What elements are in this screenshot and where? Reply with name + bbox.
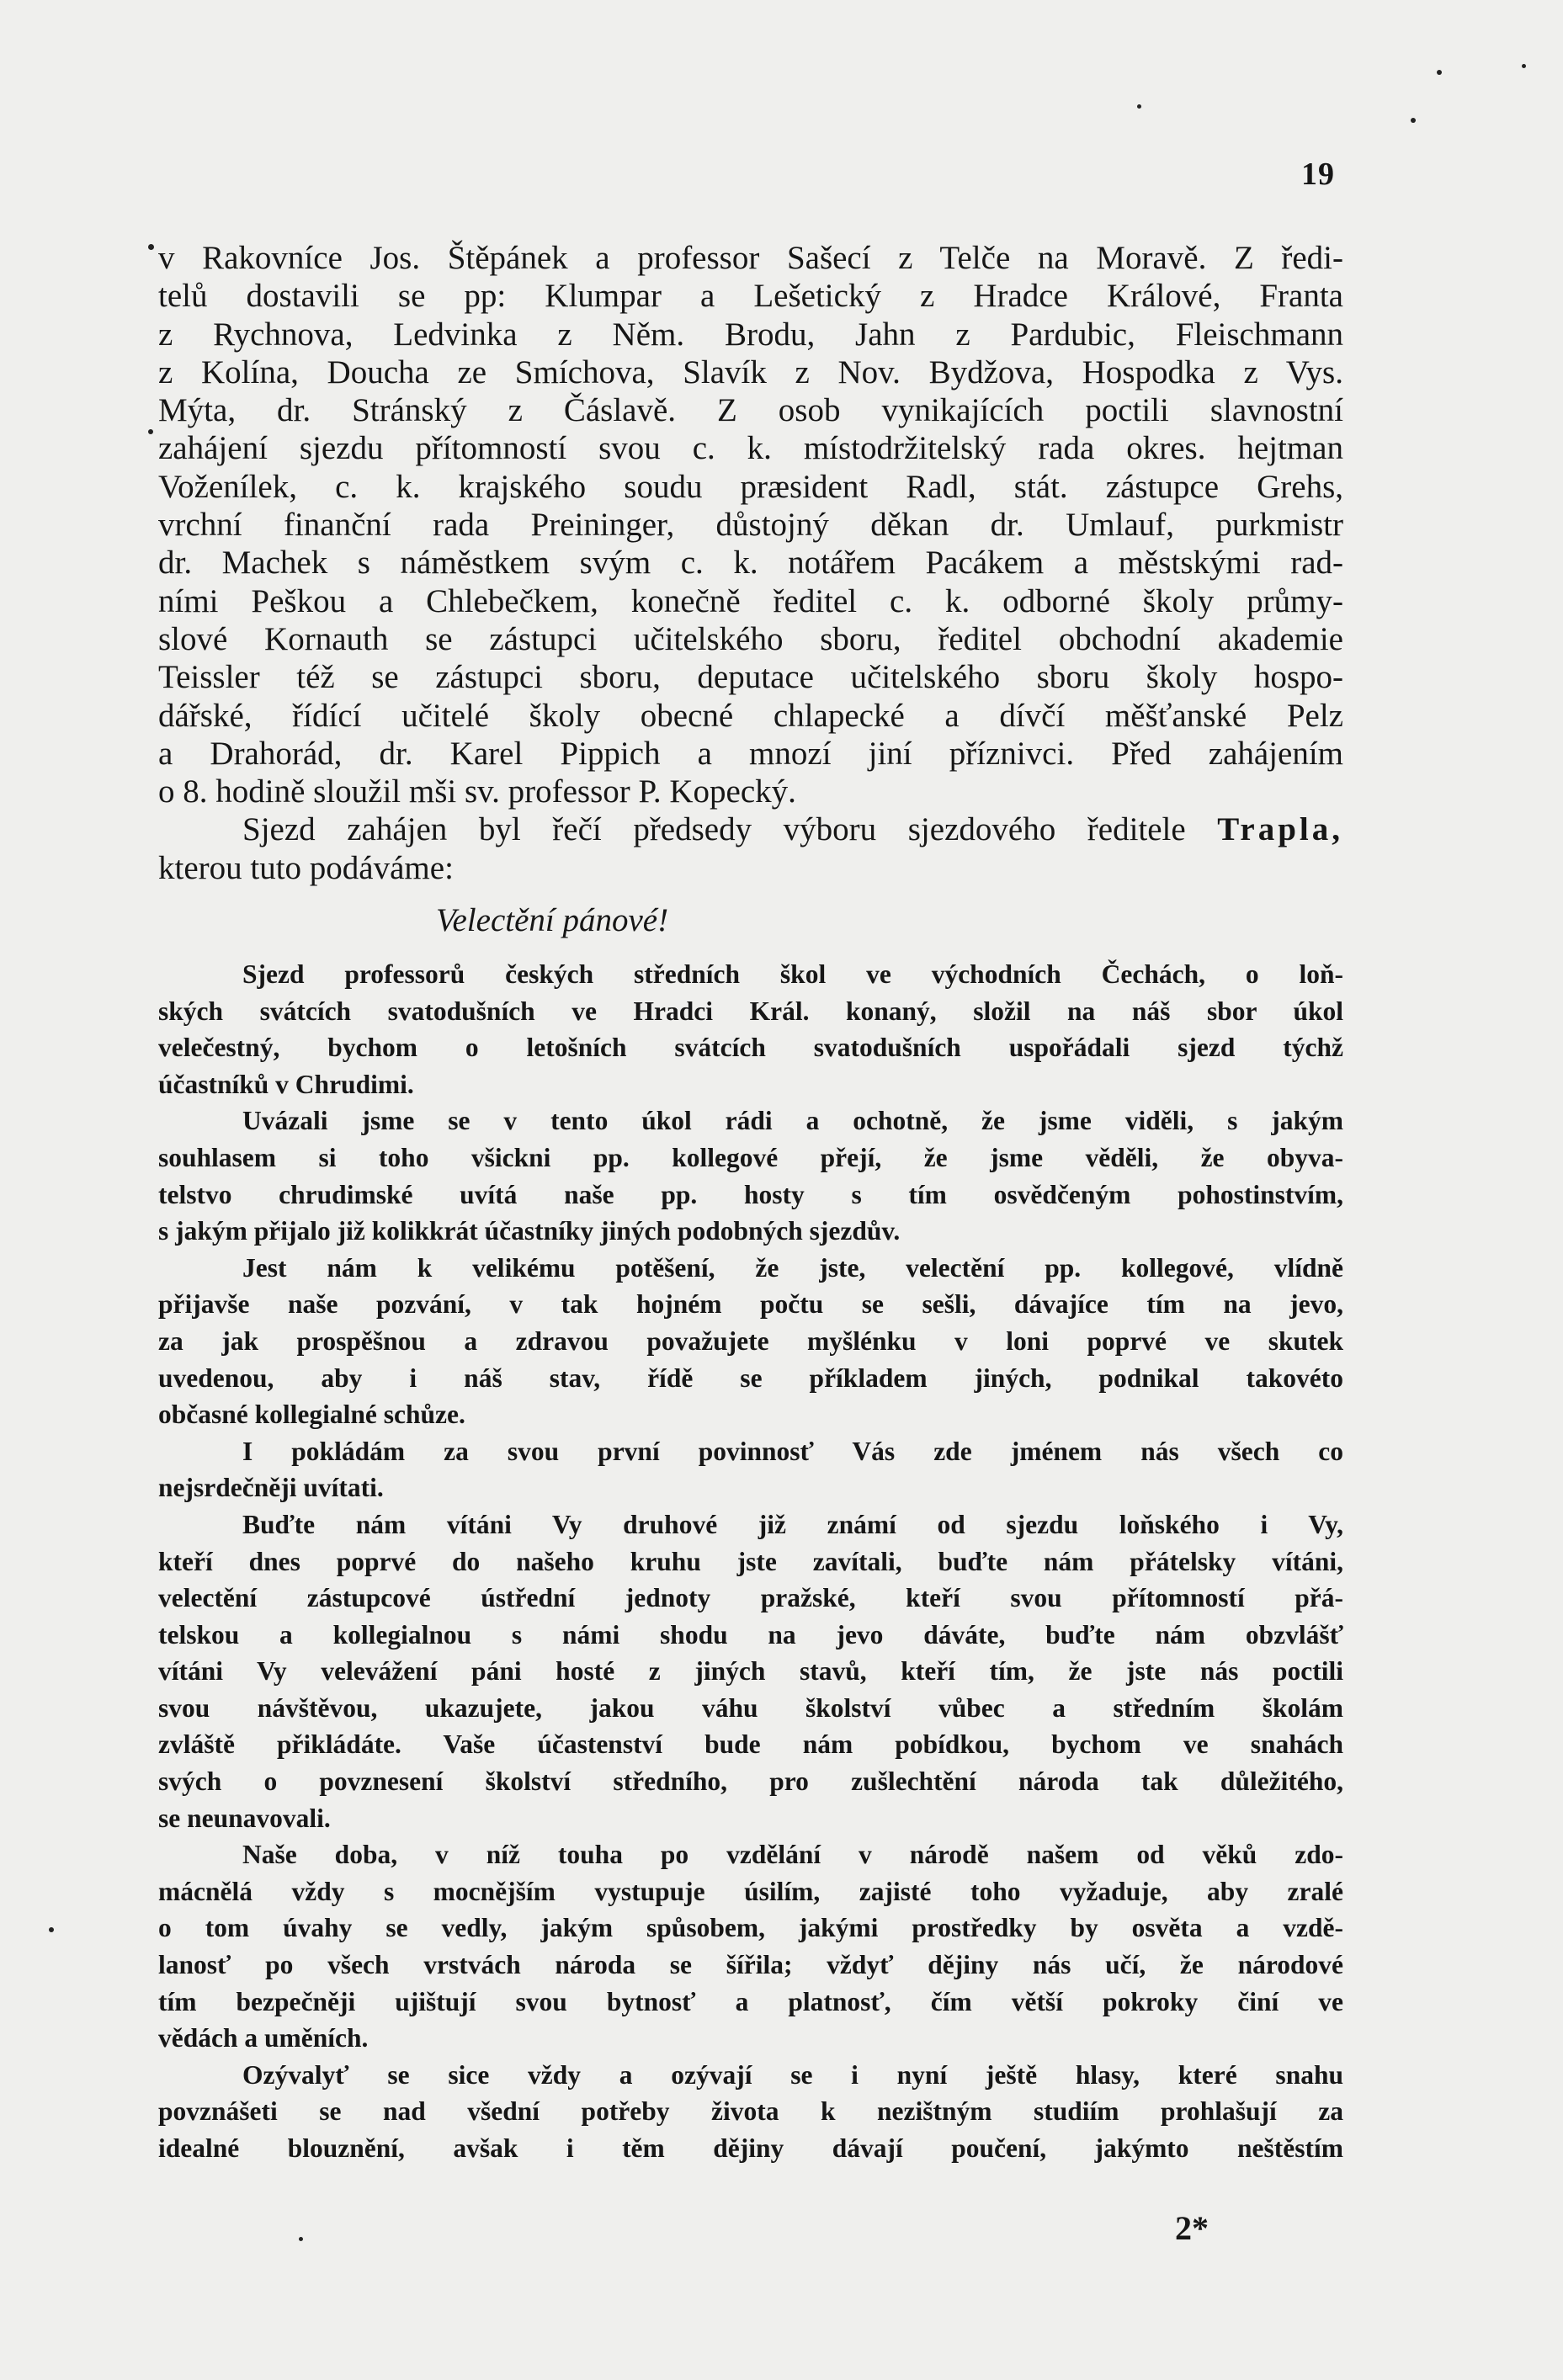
speech-title: Velectění pánové! — [436, 902, 669, 938]
text-line: ských svátcích svatodušních ve Hradci Král. konaný, složil na náš sbor úkol — [158, 996, 1343, 1026]
speech-body — [158, 956, 1343, 2167]
text-line: kterou tuto podáváme: — [158, 849, 454, 886]
text-line: I pokládám za svou první povinnosť Vás zde jménem nás všech co — [242, 1436, 1343, 1466]
text-line: svou návštěvou, ukazujete, jakou váhu školství vůbec a středním školám — [158, 1692, 1343, 1723]
text-line: a Drahorád, dr. Karel Pippich a mnozí jiní příznivci. Před zahájením — [158, 735, 1343, 772]
text-line: souhlasem si toho všickni pp. kollegové přejí, že jsme věděli, že obyva- — [158, 1142, 1343, 1172]
scan-speck — [1437, 70, 1442, 75]
text-line: dr. Machek s náměstkem svým c. k. notářem Pacákem a městskými rad- — [158, 545, 1343, 582]
highlighted-name: Trapla, — [1217, 811, 1344, 848]
text-line: povznášeti se nad všední potřeby života k nezištným studiím prohlašují za — [158, 2096, 1343, 2127]
text-line: v Rakovníce Jos. Štěpánek a professor Sašecí z Telče na Moravě. Z ředi- — [158, 240, 1343, 276]
text-line: za jak prospěšnou a zdravou považujete myšlénku v loni poprvé ve skutek — [158, 1325, 1343, 1356]
scan-speck — [299, 2237, 303, 2241]
text-line — [158, 810, 1343, 848]
scan-speck — [148, 429, 153, 434]
text-line: uvedenou, aby i náš stav, řídě se příkladem jiných, podnikal takovéto — [158, 1363, 1343, 1393]
text-line: lanosť po všech vrstvách národa se šířila; vždyť dějiny nás učí, že národové — [158, 1950, 1343, 1980]
scan-speck — [49, 1927, 54, 1932]
text-line: občasné kollegialné schůze. — [158, 1400, 465, 1430]
text-line: Teissler též se zástupci sboru, deputace učitelského sboru školy hospo- — [158, 659, 1343, 696]
text-line: o tom úvahy se vedly, jakým spůsobem, jakými prostředky by osvěta a vzdě- — [158, 1913, 1343, 1943]
text-line: zahájení sjezdu přítomností svou c. k. místodržitelský rada okres. hejtman — [158, 430, 1343, 467]
scan-speck — [1411, 118, 1416, 123]
text-line: zvláště přikládáte. Vaše účastenství bude nám pobídkou, bychom ve snahách — [158, 1729, 1343, 1760]
text-line: telskou a kollegialnou s námi shodu na jevo dáváte, buďte nám obzvlášť — [158, 1619, 1343, 1650]
text-line: Naše doba, v níž touha po vzdělání v národě našem od věků zdo- — [242, 1840, 1343, 1870]
scan-speck — [148, 244, 154, 250]
text-line: telstvo chrudimské uvítá naše pp. hosty s tím osvědčeným pohostinstvím, — [158, 1179, 1343, 1209]
text-line: idealné blouznění, avšak i těm dějiny dávají poučení, jakýmto neštěstím — [158, 2133, 1343, 2163]
text-line: vrchní finanční rada Preininger, důstojný děkan dr. Umlauf, purkmistr — [158, 507, 1343, 544]
text-line: přijavše naše pozvání, v tak hojném počtu se sešli, dávajíce tím na jevo, — [158, 1289, 1343, 1320]
text-line: vítáni Vy velevážení páni hosté z jiných stavů, kteří tím, že jste nás poctili — [158, 1656, 1343, 1687]
text-line: dářské, řídící učitelé školy obecné chlapecké a dívčí měšťanské Pelz — [158, 697, 1343, 734]
text-line: Jest nám k velikému potěšení, že jste, velectění pp. kollegové, vlídně — [242, 1252, 1343, 1283]
text-line: se neunavovali. — [158, 1803, 331, 1833]
text-line: telů dostavili se pp: Klumpar a Lešetický z Hradce Králové, Franta — [158, 278, 1343, 315]
text-line: mácnělá vždy s mocnějším vystupuje úsilím, zajisté toho vyžaduje, aby zralé — [158, 1876, 1343, 1906]
scan-speck — [1137, 104, 1141, 109]
scan-speck — [1522, 64, 1526, 68]
text-line: Buďte nám vítáni Vy druhové již známí od sjezdu loňského i Vy, — [242, 1509, 1343, 1539]
text-line: vědách a uměních. — [158, 2023, 369, 2053]
text-line: velectění zástupcové ústřední jednoty pražské, kteří svou přítomností přá- — [158, 1583, 1343, 1613]
text-line: z Kolína, Doucha ze Smíchova, Slavík z Nov. Bydžova, Hospodka z Vys. — [158, 353, 1343, 390]
text-line: Sjezd professorů českých středních škol ve východních Čechách, o loň- — [242, 959, 1343, 989]
text-line: z Rychnova, Ledvinka z Něm. Brodu, Jahn z Pardubic, Fleischmann — [158, 316, 1343, 353]
text-line: slové Kornauth se zástupci učitelského sboru, ředitel obchodní akademie — [158, 620, 1343, 657]
text-line: Ozývalyť se sice vždy a ozývají se i nyní ještě hlasy, které snahu — [242, 2059, 1343, 2090]
text-line: s jakým přijalo již kolikkrát účastníky jiných podobných sjezdův. — [158, 1216, 901, 1246]
text-line: velečestný, bychom o letošních svátcích svatodušních uspořádali sjezd týchž — [158, 1033, 1343, 1063]
text-line: účastníků v Chrudimi. — [158, 1069, 414, 1099]
text-line: Uvázali jsme se v tento úkol rádi a ochotně, že jsme viděli, s jakým — [242, 1106, 1343, 1136]
signature-mark: 2* — [1175, 2209, 1209, 2247]
text-line: Mýta, dr. Stránský z Čáslavě. Z osob vynikajících poctili slavnostní — [158, 392, 1343, 429]
text-line: o 8. hodině sloužil mši sv. professor P. Kopecký. — [158, 773, 796, 810]
page-number: 19 — [1301, 157, 1335, 192]
text-line: ními Peškou a Chlebečkem, konečně ředitel c. k. odborné školy průmy- — [158, 582, 1343, 619]
text-line: Voženílek, c. k. krajského soudu præsident Radl, stát. zástupce Grehs, — [158, 468, 1343, 505]
text-line: svých o povznesení školství středního, pro zušlechtění národa tak důležitého, — [158, 1766, 1343, 1797]
text-line: kteří dnes poprvé do našeho kruhu jste zavítali, buďte nám přátelsky vítáni, — [158, 1546, 1343, 1576]
text-line: tím bezpečněji ujištují svou bytnosť a platnosť, čím větší pokroky činí ve — [158, 1986, 1343, 2016]
text-line: nejsrdečněji uvítati. — [158, 1473, 384, 1503]
text-run: Sjezd zahájen byl řečí předsedy výboru sjezdového ředitele — [242, 811, 1186, 848]
intro-paragraph — [158, 239, 1343, 887]
